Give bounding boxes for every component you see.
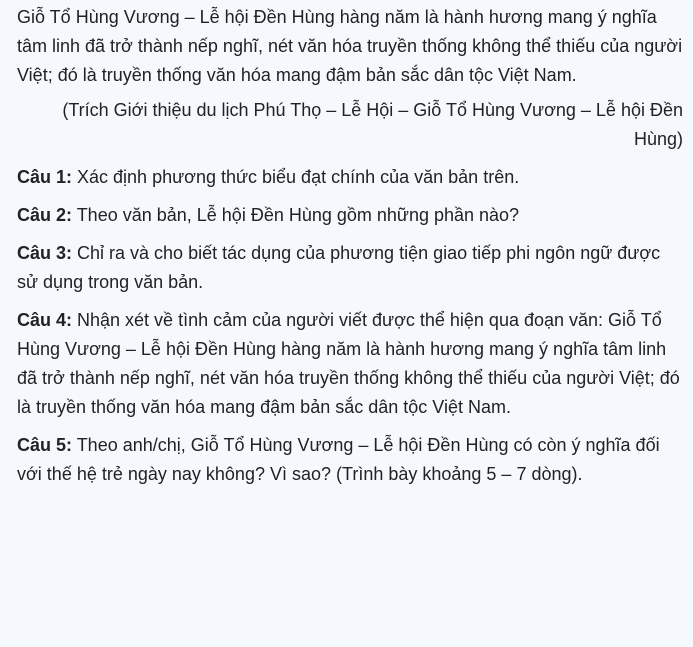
question-2 [17, 201, 683, 230]
question-4-text: Nhận xét về tình cảm của người viết được thể hiện qua đoạn văn: Giỗ Tổ Hùng Vương – Lễ hội Đền Hùng hàng năm là hành hương mang ý nghĩa tâm linh đã trở thành nếp nghĩ, nét văn hóa truyền thống không thể thiếu của người Việt; đó là truyền thống văn hóa mang đậm bản sắc dân tộc Việt Nam. [17, 310, 680, 417]
question-4-label: Câu 4: [17, 310, 73, 330]
question-3-label: Câu 3: [17, 243, 73, 263]
question-5-text: Theo anh/chị, Giỗ Tổ Hùng Vương – Lễ hội Đền Hùng có còn ý nghĩa đối với thế hệ trẻ ngày nay không? Vì sao? (Trình bày khoảng 5 – 7 dòng). [17, 435, 660, 484]
question-1 [17, 163, 683, 192]
question-3 [17, 239, 683, 297]
citation: (Trích Giới thiệu du lịch Phú Thọ – Lễ Hội – Giỗ Tổ Hùng Vương – Lễ hội Đền Hùng) [62, 100, 683, 149]
question-2-text: Theo văn bản, Lễ hội Đền Hùng gồm những phần nào? [72, 205, 520, 225]
question-1-label: Câu 1: [17, 167, 73, 187]
question-1-text: Xác định phương thức biểu đạt chính của văn bản trên. [72, 167, 520, 187]
question-4 [17, 306, 683, 422]
intro-paragraph: Giỗ Tổ Hùng Vương – Lễ hội Đền Hùng hàng năm là hành hương mang ý nghĩa tâm linh đã trở thành nếp nghĩ, nét văn hóa truyền thống không thể thiếu của người Việt; đó là truyền thống văn hóa mang đậm bản sắc dân tộc Việt Nam. [17, 7, 683, 85]
question-5-label: Câu 5: [17, 435, 73, 455]
question-2-label: Câu 2: [17, 205, 73, 225]
question-3-text: Chỉ ra và cho biết tác dụng của phương tiện giao tiếp phi ngôn ngữ được sử dụng trong văn bản. [17, 243, 661, 292]
question-5 [17, 431, 683, 489]
